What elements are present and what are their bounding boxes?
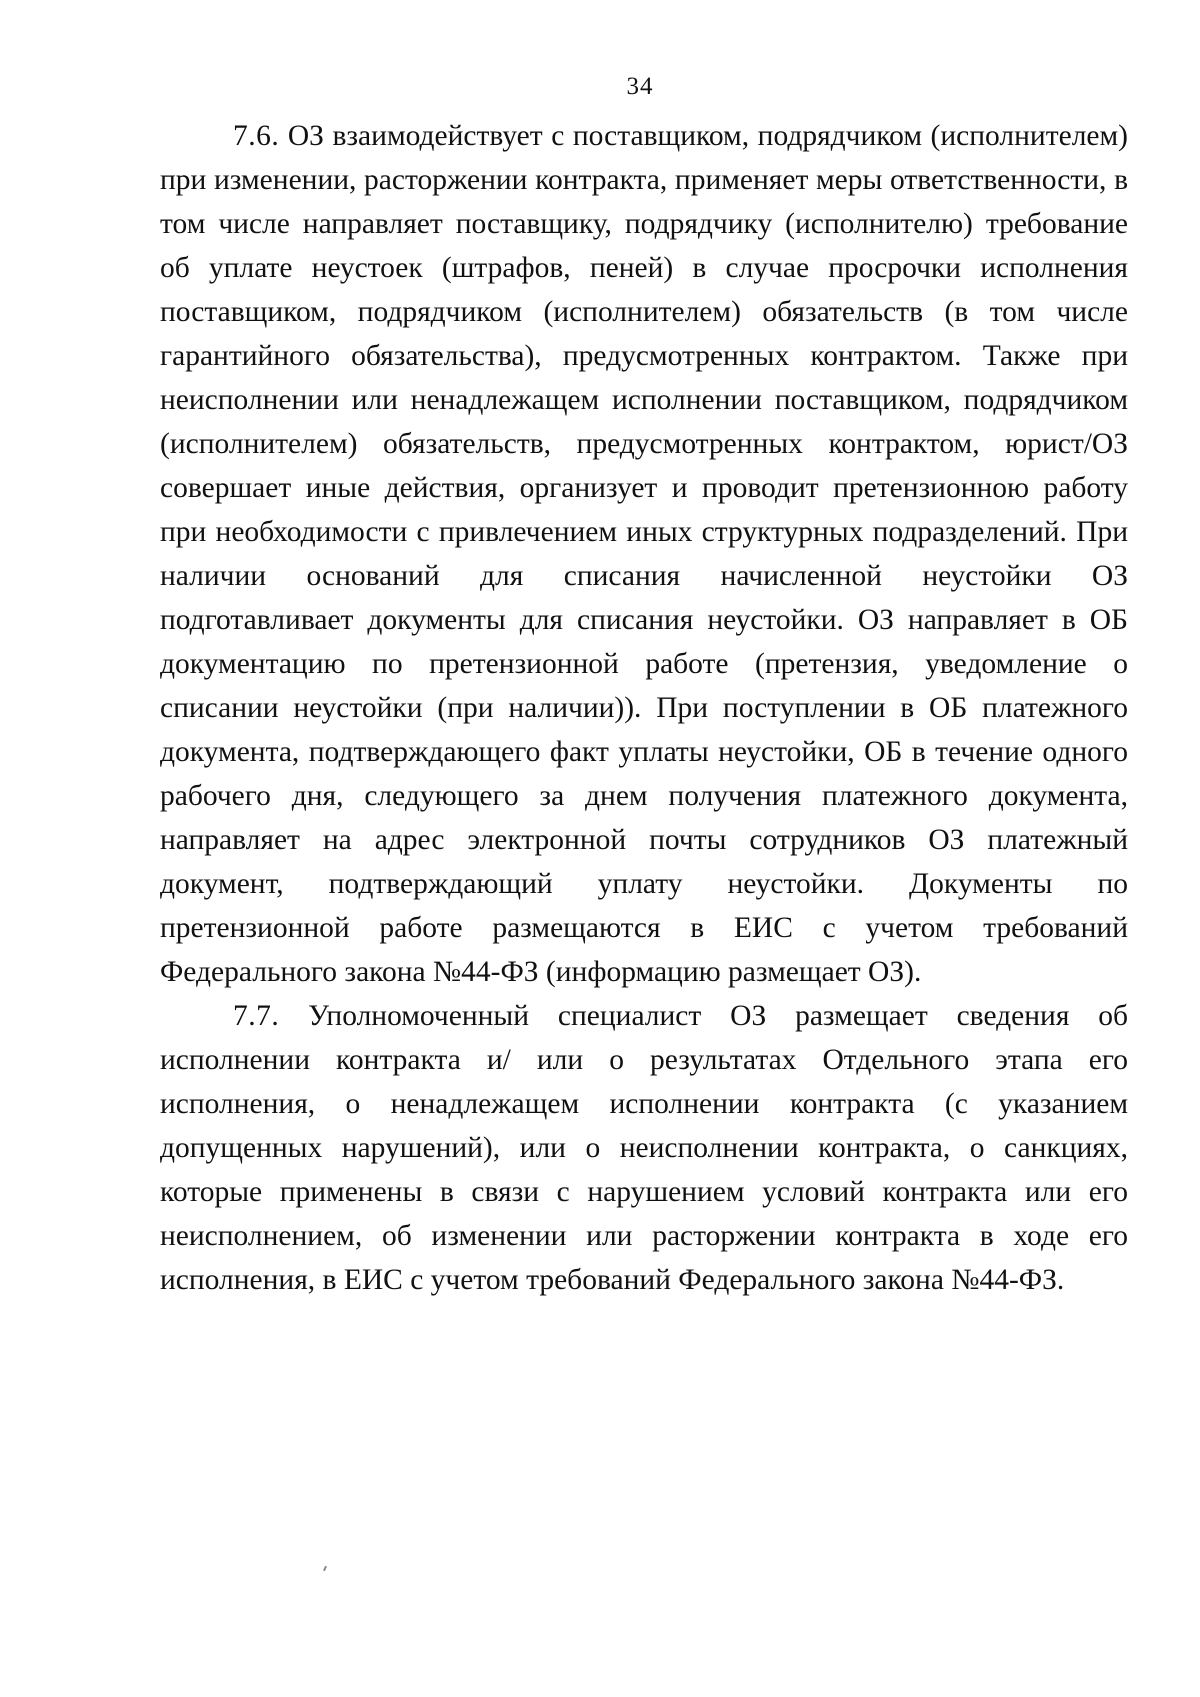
scan-speck xyxy=(323,1566,327,1571)
clause-text: Уполномоченный специалист ОЗ размещает сведения об исполнении контракта и/ или о результатах Отдельного этапа его исполнения, о ненадлежащем исполнении контракта (с указанием допущенных нарушений), или о неисполнении контракта, о санкциях, которые применены в связи с нарушением условий контракта или его неисполнением, об изменении или расторжении контракта в ходе его исполнения, в ЕИС с учетом требований Федерального закона №44-ФЗ. xyxy=(160,1000,1129,1296)
clause-number: 7.6. xyxy=(233,120,280,152)
clause-number: 7.7. xyxy=(233,1000,280,1032)
clause-text: ОЗ взаимодействует с поставщиком, подрядчиком (исполнителем) при изменении, расторжении контракта, применяет меры ответственности, в том числе направляет поставщику, подрядчику (исполнителю) требование об уплате неустоек (штрафов, пеней) в случае просрочки исполнения поставщиком, подрядчиком (исполнителем) обязательств (в том числе гарантийного обязательства), предусмотренных контрактом. Также при неисполнении или ненадлежащем исполнении поставщиком, подрядчиком (исполнителем) обязательств, предусмотренных контрактом, юрист/ОЗ совершает иные действия, организует и проводит претензионною работу при необходимости с привлечением иных структурных подразделений. При наличии оснований для списания начисленной неустойки ОЗ подготавливает документы для списания неустойки. ОЗ направляет в ОБ документацию по претензионной работе (претензия, уведомление о списании неустойки (при наличии)). При поступлении в ОБ платежного документа, подтверждающего факт уплаты неустойки, ОБ в течение одного рабочего дня, следующего за днем получения платежного документа, направляет на адрес электронной почты сотрудников ОЗ платежный документ, подтверждающий уплату неустойки. Документы по претензионной работе размещаются в ЕИС с учетом требований Федерального закона №44-ФЗ (информацию размещает ОЗ). xyxy=(160,120,1129,988)
document-body xyxy=(160,114,1128,1302)
clause-7-6 xyxy=(160,114,1128,994)
page-number: 34 xyxy=(626,73,654,100)
clause-7-7 xyxy=(160,994,1128,1302)
